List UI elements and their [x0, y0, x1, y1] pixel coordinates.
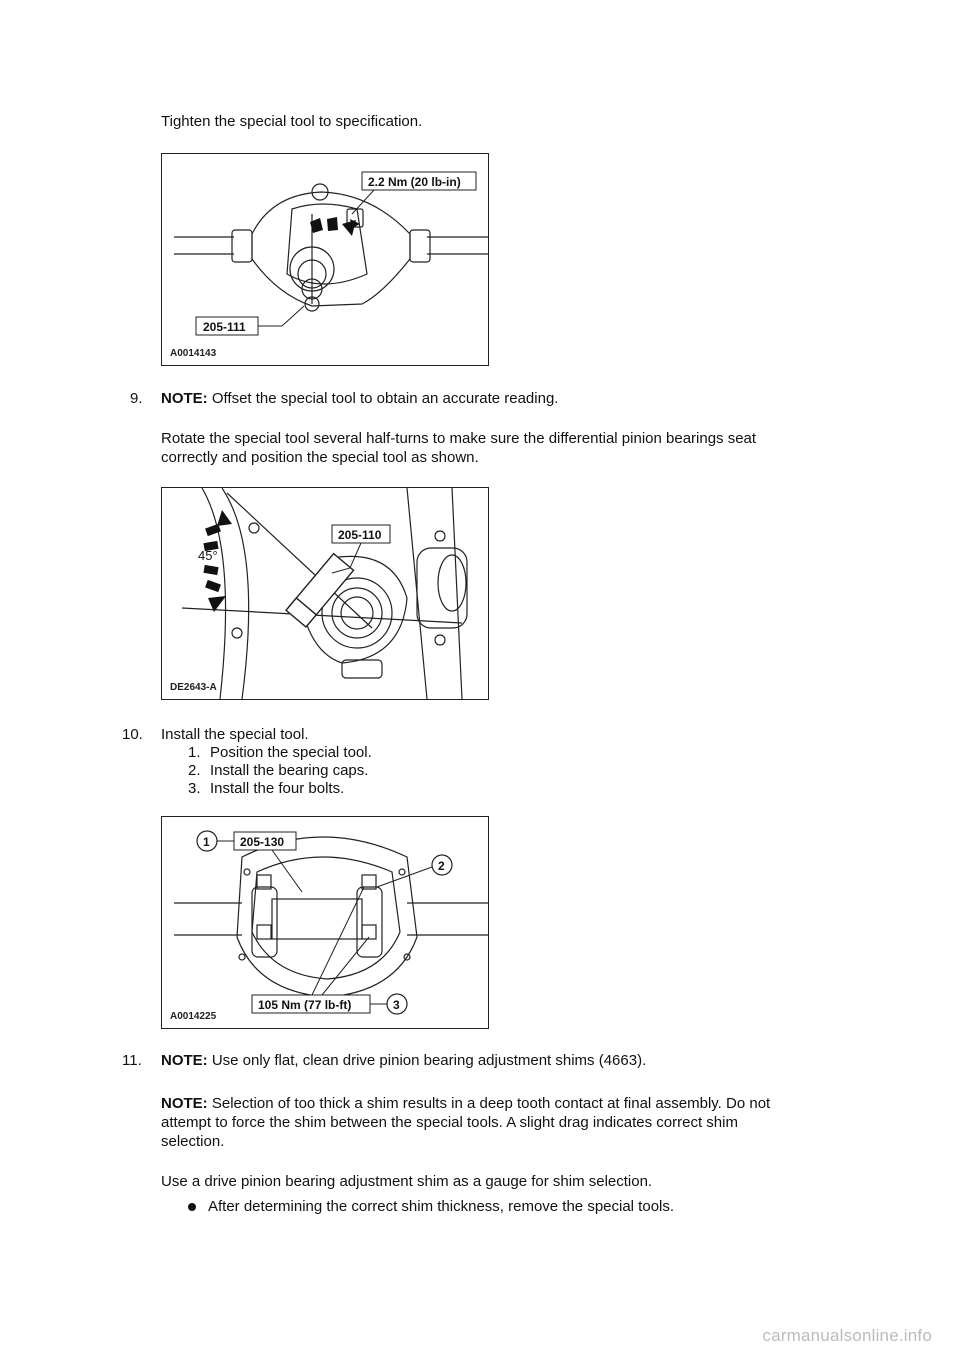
step11-note2-line1	[161, 1093, 770, 1114]
substep-1-text: Position the special tool.	[210, 744, 372, 761]
bullet-icon	[188, 1203, 196, 1211]
callout-1: 1	[203, 835, 210, 849]
tool-label-205-110: 205-110	[338, 528, 382, 542]
step11-note2-text: Selection of too thick a shim results in a deep tooth contact at final assembly. Do not	[211, 1095, 771, 1112]
figure-2-code: DE2643-A	[170, 682, 217, 693]
figure-3-code: A0014225	[170, 1011, 217, 1022]
step9-note-label: NOTE:	[161, 390, 208, 407]
substep-3-text: Install the four bolts.	[210, 780, 345, 797]
step11-note2-label: NOTE:	[161, 1095, 208, 1112]
figure-3	[161, 816, 489, 1029]
step11-text: Use a drive pinion bearing adjustment shim as a gauge for shim selection.	[161, 1173, 653, 1190]
step11-note1-text: Use only flat, clean drive pinion bearing adjustment shims (4663).	[211, 1052, 647, 1069]
substep-3-number: 3.	[188, 780, 201, 797]
step10-text: Install the special tool.	[161, 726, 309, 743]
figure-1-code: A0014143	[170, 348, 217, 359]
tool-label-205-130: 205-130	[240, 835, 285, 849]
step11-bullet-item	[188, 1196, 674, 1217]
substep-2-text: Install the bearing caps.	[210, 762, 369, 779]
figure-2	[161, 487, 489, 700]
step11-bullet-text: After determining the correct shim thickness, remove the special tools.	[208, 1198, 675, 1215]
figure-1	[161, 153, 489, 366]
torque-label-1: 2.2 Nm (20 lb-in)	[368, 175, 461, 189]
angle-label: 45°	[198, 548, 218, 563]
figure-2-illustration	[162, 488, 488, 699]
figure-3-illustration	[162, 817, 488, 1028]
step11-note2-line2: attempt to force the shim between the special tools. A slight drag indicates correct shim	[161, 1114, 738, 1131]
step9-number: 9.	[130, 390, 143, 407]
step9-text-line1: Rotate the special tool several half-turns to make sure the differential pinion bearings seat	[161, 430, 757, 447]
torque-label-3: 105 Nm (77 lb-ft)	[258, 998, 352, 1012]
step9-note	[161, 388, 558, 409]
substep-2-number: 2.	[188, 762, 201, 779]
step9-text-line2: correctly and position the special tool as shown.	[161, 449, 479, 466]
step11-note1	[161, 1050, 646, 1071]
step11-number: 11.	[122, 1052, 142, 1069]
tool-label-205-111: 205-111	[203, 320, 246, 334]
step9-note-text: Offset the special tool to obtain an accurate reading.	[211, 390, 559, 407]
step10-number: 10.	[122, 726, 143, 743]
substep-1-number: 1.	[188, 744, 201, 761]
figure-1-illustration	[162, 154, 488, 365]
callout-2: 2	[438, 859, 445, 873]
step11-note1-label: NOTE:	[161, 1052, 208, 1069]
callout-3: 3	[393, 998, 400, 1012]
step8-text: Tighten the special tool to specification.	[161, 113, 423, 130]
watermark: carmanualsonline.info	[762, 1326, 932, 1345]
step11-note2-line3: selection.	[161, 1133, 225, 1150]
